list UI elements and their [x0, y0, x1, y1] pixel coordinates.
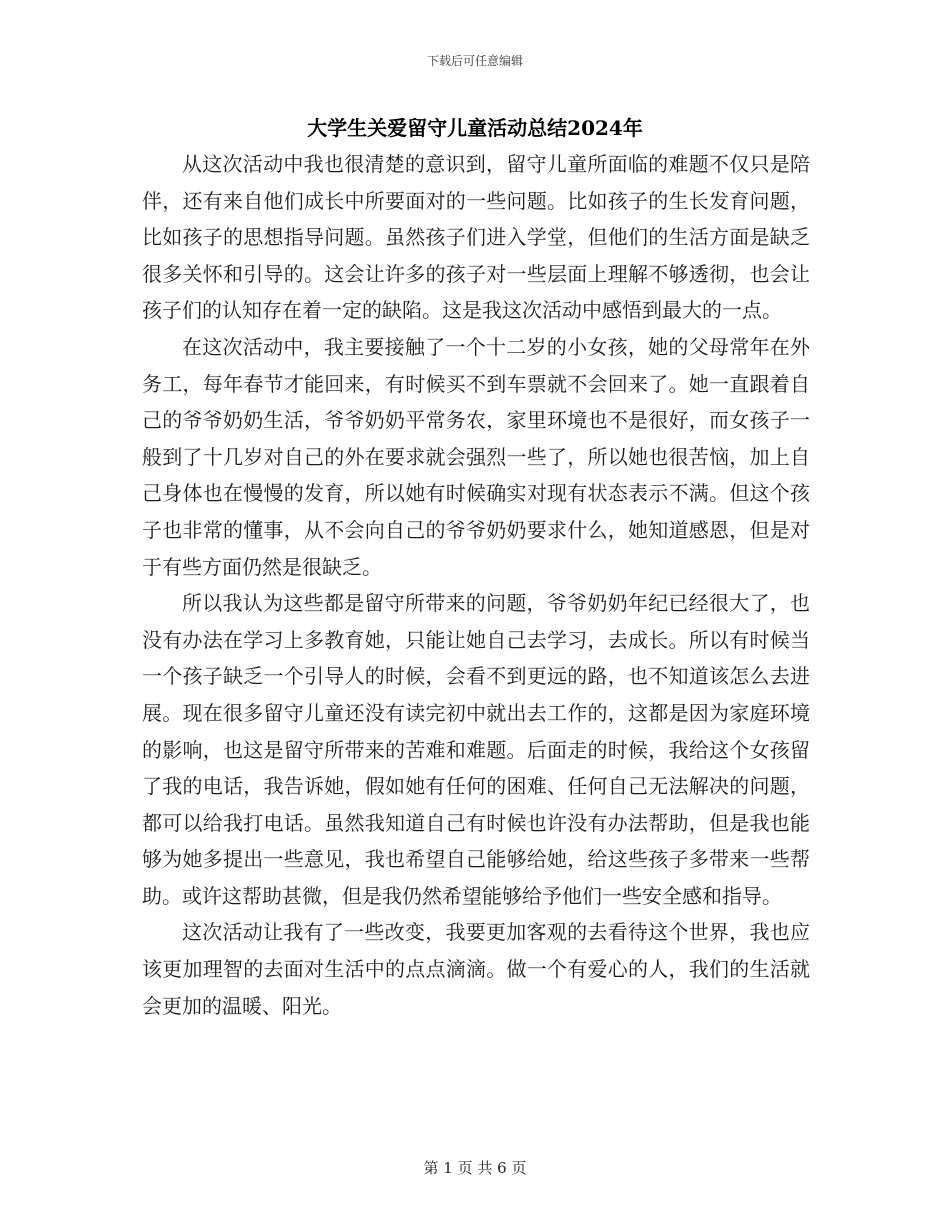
paragraph-1: 从这次活动中我也很清楚的意识到，留守儿童所面临的难题不仅只是陪伴，还有来自他们成长中所要面对的一些问题。比如孩子的生长发育问题，比如孩子的思想指导问题。虽然孩子们进入学堂，但他们的生活方面是缺乏很多关怀和引导的。这会让许多的孩子对一些层面上理解不够透彻，也会让孩子们的认知存在着一定的缺陷。这是我这次活动中感悟到最大的一点。 — [142, 152, 810, 323]
header-note: 下载后可任意编辑 — [426, 54, 523, 68]
document-body — [142, 146, 810, 1024]
paragraph-3: 所以我认为这些都是留守所带来的问题，爷爷奶奶年纪已经很大了，也没有办法在学习上多教育她，只能让她自己去学习，去成长。所以有时候当一个孩子缺乏一个引导人的时候，会看不到更远的路，也不知道该怎么去进展。现在很多留守儿童还没有读完初中就出去工作的，这都是因为家庭环境的影响，也这是留守所带来的苦难和难题。后面走的时候，我给这个女孩留了我的电话，我告诉她，假如她有任何的困难、任何自己无法解决的问题，都可以给我打电话。虽然我知道自己有时候也许没有办法帮助，但是我也能够为她多提出一些意见，我也希望自己能够给她，给这些孩子多带来一些帮助。或许这帮助甚微，但是我仍然希望能够给予他们一些安全感和指导。 — [142, 591, 810, 908]
paragraph-2: 在这次活动中，我主要接触了一个十二岁的小女孩，她的父母常年在外务工，每年春节才能回来，有时候买不到车票就不会回来了。她一直跟着自己的爷爷奶奶生活，爷爷奶奶平常务农，家里环境也不是很好，而女孩子一般到了十几岁对自己的外在要求就会强烈一些了，所以她也很苦恼，加上自己身体也在慢慢的发育，所以她有时候确实对现有状态表示不满。但这个孩子也非常的懂事，从不会向自己的爷爷奶奶要求什么，她知道感恩，但是对于有些方面仍然是很缺乏。 — [142, 334, 810, 579]
paragraph-4: 这次活动让我有了一些改变，我要更加客观的去看待这个世界，我也应该更加理智的去面对生活中的点点滴滴。做一个有爱心的人，我们的生活就会更加的温暖、阳光。 — [142, 920, 810, 1018]
page-number: 第 1 页 共 6 页 — [423, 1159, 527, 1177]
document-title: 大学生关爱留守儿童活动总结2024年 — [307, 116, 643, 140]
